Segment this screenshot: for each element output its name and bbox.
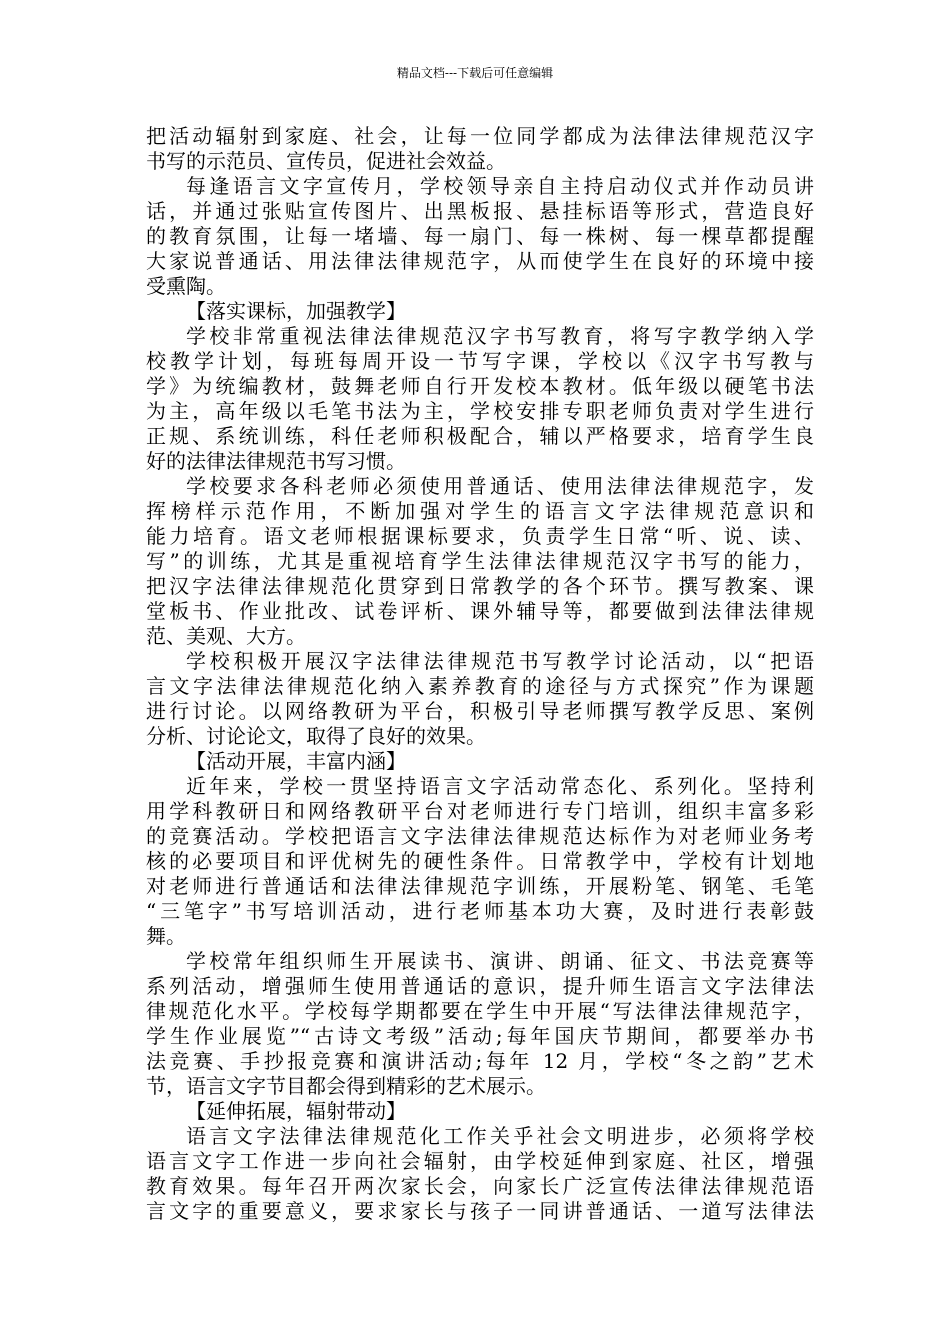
text-line: 教育效果。每年召开两次家长会，向家长广泛宣传法律法律规范语 (146, 1174, 814, 1198)
text-line: 的竞赛活动。学校把语言文字法律法律规范达标作为对老师业务考 (146, 824, 814, 848)
text-line: 学》为统编教材，鼓舞老师自行开发校本教材。低年级以硬笔书法 (146, 374, 814, 398)
text-line: 把汉字法律法律规范化贯穿到日常教学的各个环节。撰写教案、课 (146, 574, 814, 598)
section-heading: 【落实课标，加强教学】 (186, 299, 406, 323)
text-line: 言文字的重要意义，要求家长与孩子一同讲普通话、一道写法律法 (146, 1199, 814, 1223)
text-line: 舞。 (146, 924, 186, 948)
text-line: 能力培育。语文老师根据课标要求，负责学生日常“听、说、读、 (146, 524, 814, 548)
text-line: 学校积极开展汉字法律法律规范书写教学讨论活动，以“把语 (186, 649, 814, 673)
text-line: 为主，高年级以毛笔书法为主，学校安排专职老师负责对学生进行 (146, 399, 814, 423)
text-line: 学校常年组织师生开展读书、演讲、朗诵、征文、书法竞赛等 (186, 949, 814, 973)
text-line: 大家说普通话、用法律法律规范字，从而使学生在良好的环境中接 (146, 249, 814, 273)
text-line: 核的必要项目和评优树先的硬性条件。日常教学中，学校有计划地 (146, 849, 814, 873)
section-heading: 【活动开展，丰富内涵】 (186, 749, 406, 773)
text-line: “三笔字”书写培训活动，进行老师基本功大赛，及时进行表彰鼓 (146, 899, 814, 923)
text-line: 话，并通过张贴宣传图片、出黑板报、悬挂标语等形式，营造良好 (146, 199, 814, 223)
text-line: 学校非常重视法律法律规范汉字书写教育，将写字教学纳入学 (186, 324, 814, 348)
text-line: 挥榜样示范作用，不断加强对学生的语言文字法律规范意识和 (146, 499, 814, 523)
text-line: 节，语言文字节目都会得到精彩的艺术展示。 (146, 1074, 546, 1098)
text-line: 书写的示范员、宣传员，促进社会效益。 (146, 149, 506, 173)
text-line: 分析、讨论论文，取得了良好的效果。 (146, 724, 486, 748)
text-line: 语言文字法律法律规范化工作关乎社会文明进步，必须将学校 (186, 1124, 814, 1148)
text-line: 堂板书、作业批改、试卷评析、课外辅导等，都要做到法律法律规 (146, 599, 814, 623)
text-line: 正规、系统训练，科任老师积极配合，辅以严格要求，培育学生良 (146, 424, 814, 448)
text-line: 校教学计划，每班每周开设一节写字课，学校以《汉字书写教与 (146, 349, 814, 373)
text-line: 每逢语言文字宣传月，学校领导亲自主持启动仪式并作动员讲 (186, 174, 814, 198)
text-line: 的教育氛围，让每一堵墙、每一扇门、每一株树、每一棵草都提醒 (146, 224, 814, 248)
text-line: 言文字法律法律规范化纳入素养教育的途径与方式探究”作为课题 (146, 674, 814, 698)
text-line: 受熏陶。 (146, 274, 226, 298)
section-heading: 【延伸拓展，辐射带动】 (186, 1099, 406, 1123)
text-line: 法竞赛、手抄报竞赛和演讲活动;每年 12 月，学校“冬之韵”艺术 (146, 1049, 814, 1073)
text-line: 律规范化水平。学校每学期都要在学生中开展“写法律法律规范字， (146, 999, 814, 1023)
text-line: 系列活动，增强师生使用普通话的意识，提升师生语言文字法律法 (146, 974, 814, 998)
text-line: 对老师进行普通话和法律法律规范字训练，开展粉笔、钢笔、毛笔 (146, 874, 814, 898)
text-line: 近年来，学校一贯坚持语言文字活动常态化、系列化。坚持利 (186, 774, 814, 798)
text-line: 写”的训练，尤其是重视培育学生法律法律规范汉字书写的能力， (146, 549, 814, 573)
text-line: 语言文字工作进一步向社会辐射，由学校延伸到家庭、社区，增强 (146, 1149, 814, 1173)
text-line: 范、美观、大方。 (146, 624, 306, 648)
page-header: 精品文档---下载后可任意编辑 (396, 66, 554, 80)
text-line: 进行讨论。以网络教研为平台，积极引导老师撰写教学反思、案例 (146, 699, 814, 723)
text-line: 学生作业展览”“古诗文考级”活动;每年国庆节期间，都要举办书 (146, 1024, 814, 1048)
text-line: 用学科教研日和网络教研平台对老师进行专门培训，组织丰富多彩 (146, 799, 814, 823)
text-line: 学校要求各科老师必须使用普通话、使用法律法律规范字，发 (186, 474, 814, 498)
text-line: 把活动辐射到家庭、社会，让每一位同学都成为法律法律规范汉字 (146, 124, 814, 148)
document-body (146, 124, 814, 1224)
text-line: 好的法律法律规范书写习惯。 (146, 449, 406, 473)
